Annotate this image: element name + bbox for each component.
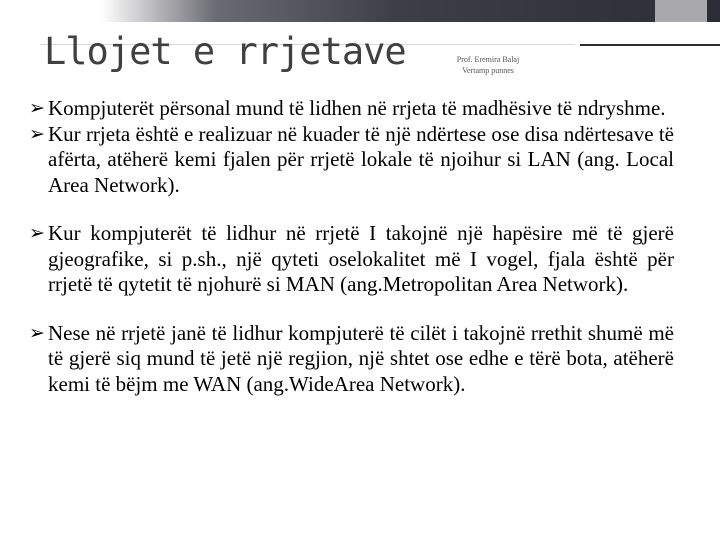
header-bar bbox=[0, 0, 720, 22]
author-name: Prof. Eremira Balaj bbox=[456, 55, 520, 64]
bullet-text: Kompjuterët përsonal mund të lidhen në rrjeta të madhësive të ndryshme. bbox=[48, 96, 666, 120]
bullet-text: Kur kompjuterët të lidhur në rrjetë I takojnë një hapësire më të gjerë gjeografike, si p.sh., një qyteti oselokalitet më I vogel, fjala është për rrjetë të qytetit të njohurë si MAN (ang.Metropolitan Area Network). bbox=[48, 221, 674, 296]
bullet-text: Nese në rrjetë janë të lidhur kompjuterë të cilët i takojnë rrethit shumë më të gjerë siq mund të jetë një regjion, një shtet ose edhe e tërë bota, atëherë kemi të bëjm me WAN (ang.WideArea Network). bbox=[48, 320, 674, 396]
header-bar-accent bbox=[655, 0, 707, 22]
bullet-arrow-icon: ➢ bbox=[29, 98, 45, 119]
title-underline-accent bbox=[580, 44, 720, 46]
bullet-item bbox=[29, 221, 674, 298]
bullet-item bbox=[29, 96, 674, 122]
bullet-text: Kur rrjeta është e realizuar në kuader të një ndërtese ose disa ndërtesave të afërta, atëherë kemi fjalen për rrjetë lokale të njoihur si LAN (ang. Local Area Network). bbox=[48, 121, 674, 197]
slide-title: Llojet e rrjetave bbox=[44, 30, 406, 73]
spacer bbox=[29, 198, 674, 221]
bullet-arrow-icon: ➢ bbox=[29, 322, 45, 344]
bullet-item bbox=[29, 321, 674, 398]
header-bar-end bbox=[707, 0, 720, 22]
spacer bbox=[29, 298, 674, 321]
bullet-arrow-icon: ➢ bbox=[29, 223, 45, 244]
slide-content bbox=[29, 96, 674, 397]
author-note bbox=[428, 54, 548, 76]
bullet-item bbox=[29, 122, 674, 199]
bullet-arrow-icon: ➢ bbox=[29, 123, 45, 145]
author-subtitle: Vertamp punnes bbox=[462, 66, 514, 75]
